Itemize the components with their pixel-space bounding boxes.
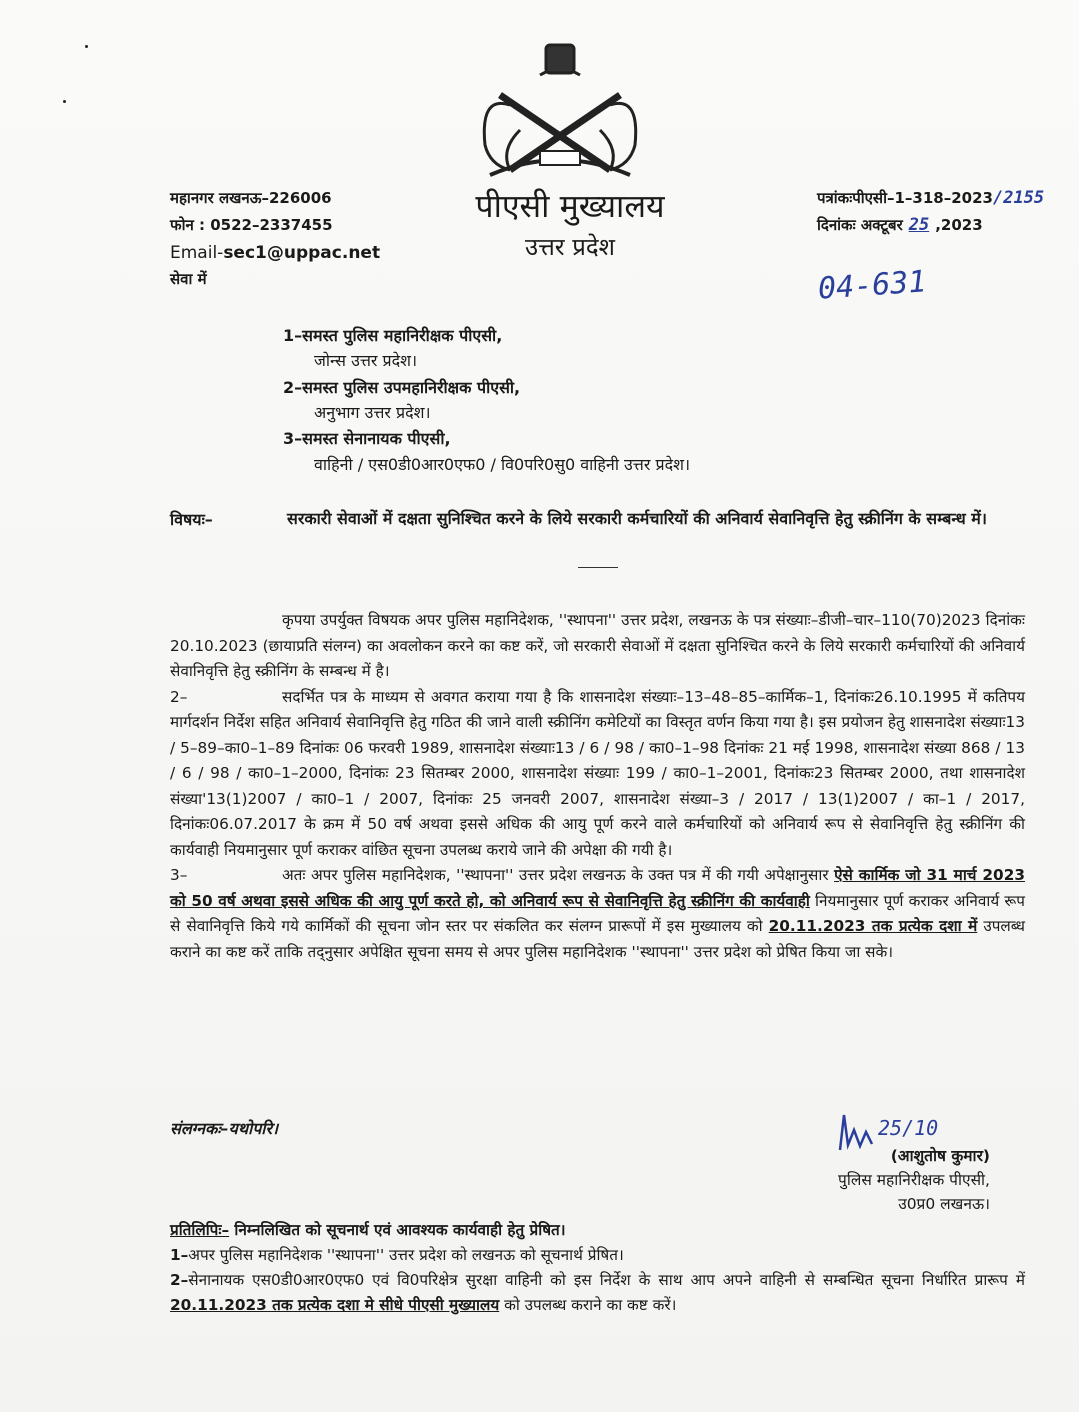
subject-label: विषयः– [170,510,213,529]
letter-body [170,608,1025,965]
header-email-line [170,241,380,265]
copy-item-2-number: 2– [170,1271,189,1289]
speck [63,100,66,103]
received-number-handwritten: 04-631 [816,264,928,307]
copy-section [170,1218,1025,1318]
signatory-block [760,1144,990,1216]
letter-date [817,213,983,237]
reference-number [817,186,1044,210]
signature-date-handwritten: 25/10 [878,1116,939,1140]
addressee-1-sub: जोन्स उत्तर प्रदेश। [314,351,418,370]
copy-heading-text: निम्नलिखित को सूचनार्थ एवं आवश्यक कार्यवाही हेतु प्रेषित। [229,1221,566,1239]
copy-item-2-emphasis: 20.11.2023 तक प्रत्येक दशा मे सीधे पीएसी मुख्यालय [170,1296,500,1314]
paragraph-3 [170,863,1025,965]
addressee-1-title: 1–समस्त पुलिस महानिरीक्षक पीएसी, [283,326,503,345]
copy-heading [170,1218,1025,1243]
subject-text: सरकारी सेवाओं में दक्षता सुनिश्चित करने के लिये सरकारी कर्मचारियों की अनिवार्य सेवानिवृत्ति हेतु स्क्रीनिंग के सम्बन्ध में। [287,509,987,528]
speck [85,45,88,48]
paragraph-2 [170,685,1025,864]
office-state: उत्तर प्रदेश [525,233,615,261]
paragraph-3-emphasis: ऐसे कार्मिक जो 31 मार्च 2023 को 50 वर्ष अथवा इससे अधिक की आयु पूर्ण करते हो, को अनिवार्य रूप से सेवानिवृत्ति हेतु स्क्रीनिंग की कार्यवाही [170,866,1025,910]
paragraph-1 [170,608,1025,685]
to-label: सेवा में [170,270,207,288]
pac-emblem-logo [470,35,650,185]
copy-item-1 [170,1243,1025,1268]
paragraph-3-number: 3– [170,866,188,884]
paragraph-3-text-b: नियमानुसार पूर्ण कराकर अनिवार्य रूप से सेवानिवृत्ति किये गये कार्मिकों की सूचना जोन स्तर पर संकलित कर संलग्न प्रारूपों में इस मुख्यालय को [170,891,1025,935]
paragraph-1-text: कृपया उपर्युक्त विषयक अपर पुलिस महानिदेशक, ''स्थापना'' उत्तर प्रदेश, लखनऊ के पत्र संख्याः–डीजी–चार–110(70)2023 दिनांकः 20.10.2023 (छायाप्रति संलग्न) का अवलोकन करने का कष्ट करें, जो सरकारी सेवाओं में दक्षता सुनिश्चित करने के लिये सरकारी कर्मचारियों की अनिवार्य सेवानिवृत्ति हेतु स्क्रीनिंग के सम्बन्ध में है। [170,611,1025,680]
copy-item-1-number: 1– [170,1246,189,1264]
ref-handwritten: /2155 [992,188,1045,208]
paragraph-3-deadline: 20.11.2023 तक प्रत्येक दशा में [768,917,978,935]
email-prefix: Email- [170,243,224,263]
office-title: पीएसी मुख्यालय [475,187,665,225]
copy-item-2-text-a: सेनानायक एस0डी0आर0एफ0 एवं वि0परिक्षेत्र सुरक्षा वाहिनी को इस निर्देश के साथ आप अपने वाहिनी से सम्बन्धित सूचना निर्धारित प्रारूप में [188,1271,1025,1289]
ref-no-text: पत्रांकःपीएसी–1–318–2023 [817,189,993,207]
paragraph-2-number: 2– [170,687,188,706]
date-prefix: दिनांकः अक्टूबर [817,216,903,234]
signatory-name: (आशुतोष कुमार) [890,1147,990,1165]
enclosure: संलग्नकः–यथोपरि। [170,1119,279,1138]
paragraph-3-text-a: अतः अपर पुलिस महानिदेशक, ''स्थापना'' उत्तर प्रदेश लखनऊ के उक्त पत्र में की गयी अपेक्षानुसार [282,866,835,884]
date-handwritten: 25 [908,215,930,235]
signatory-designation: पुलिस महानिरीक्षक पीएसी, [838,1171,990,1189]
copy-item-2-text-b: को उपलब्ध कराने का कष्ट करें। [499,1296,677,1314]
date-suffix: ,2023 [935,216,983,234]
addressee-3-title: 3–समस्त सेनानायक पीएसी, [283,429,451,448]
header-city: महानगर लखनऊ–226006 [170,189,332,207]
copy-item-1-text: अपर पुलिस महानिदेशक ''स्थापना'' उत्तर प्रदेश को लखनऊ को सूचनार्थ प्रेषित। [188,1246,624,1264]
signatory-place: उ0प्र0 लखनऊ। [898,1195,990,1213]
addressee-3-sub: वाहिनी / एस0डी0आर0एफ0 / वि0परि0सु0 वाहिनी उत्तर प्रदेश। [314,455,691,474]
paragraph-2-text: सदर्भित पत्र के माध्यम से अवगत कराया गया है कि शासनादेश संख्याः–13–48–85–कार्मिक–1, दिनांकः26.10.1995 में कतिपय मार्गदर्शन निर्देश सहित अनिवार्य सेवानिवृत्ति हेतु गठित की जाने वाली स्क्रीनिंग कमेटियों का विस्तृत वर्णन किया गया है। इस प्रयोजन हेतु शासनादेश संख्याः13 / 5–89–का0–1–89 दिनांकः 06 फरवरी 1989, शासनादेश संख्याः13 / 6 / 98 / का0–1–98 दिनांकः 21 मई 1998, शासनादेश संख्या 868 / 13 / 6 / 98 / का0–1–2000, दिनांकः 23 सितम्बर 2000, शासनादेश संख्याः 199 / का0–1–2001, दिनांकः23 सितम्बर 2000, तथा शासनादेश संख्या'13(1)2007 / का0–1 / 2007, दिनांकः 25 जनवरी 2007, शासनादेश संख्या–3 / 2017 / 13(1)2007 / का–1 / 2017, दिनांकः06.07.2017 के क्रम में 50 वर्ष अथवा इससे अधिक की आयु पूर्ण करने वाले कर्मचारियों को अनिवार्य रूप से सेवानिवृत्ति हेतु स्क्रीनिंग की कार्यवाही नियमानुसार पूर्ण कराकर वांछित सूचना उपलब्ध कराये जाने की अपेक्षा की गयी है। [170,687,1025,859]
addressee-2-title: 2–समस्त पुलिस उपमहानिरीक्षक पीएसी, [283,378,521,397]
paragraph-3-text-c: उपलब्ध कराने का कष्ट करें ताकि तद्नुसार अपेक्षित सूचना समय से अपर पुलिस महानिदेशक ''स्थापना'' उत्तर प्रदेश को प्रेषित किया जा सके। [170,917,1025,961]
copy-heading-label: प्रतिलिपिः– [170,1221,230,1239]
copy-item-2 [170,1268,1025,1318]
addressee-2-sub: अनुभाग उत्तर प्रदेश। [314,403,431,422]
header-phone: फोन : 0522–2337455 [170,216,333,234]
subject-divider [578,567,618,568]
email-address: sec1@uppac.net [223,243,381,263]
